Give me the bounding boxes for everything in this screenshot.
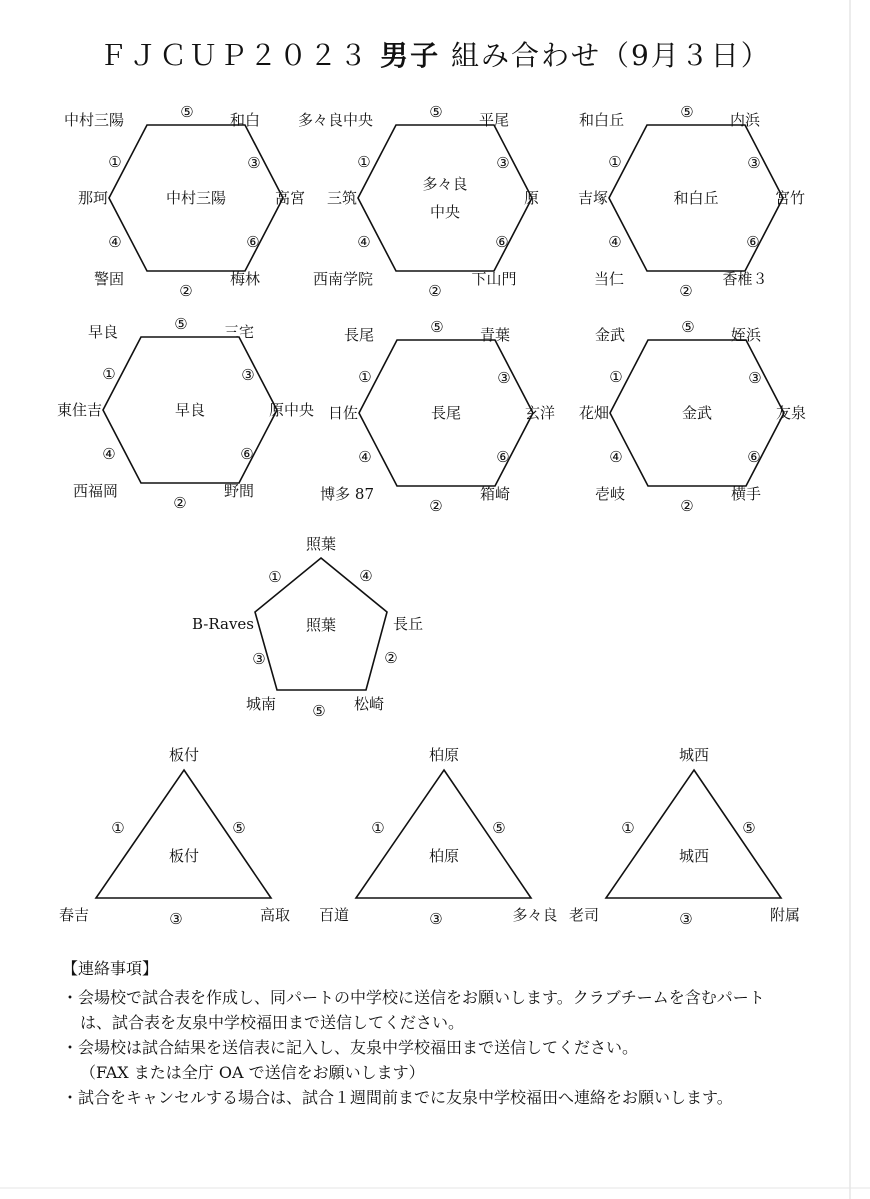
team-label: 那珂 bbox=[77, 189, 108, 207]
group-2 bbox=[298, 103, 539, 300]
group-10 bbox=[569, 746, 800, 928]
team-label: 松崎 bbox=[353, 695, 385, 713]
team-label: 西福岡 bbox=[72, 482, 118, 500]
match-number: ⑤ bbox=[312, 702, 326, 720]
match-number: ② bbox=[384, 649, 398, 667]
match-number: ⑤ bbox=[742, 819, 756, 837]
team-label: 宮竹 bbox=[775, 189, 806, 207]
group-5 bbox=[320, 318, 555, 515]
group-center-label: 長尾 bbox=[430, 404, 462, 422]
match-number: ④ bbox=[608, 233, 622, 251]
team-label: 柏原 bbox=[428, 746, 460, 764]
team-label: 長尾 bbox=[343, 326, 374, 344]
match-number: ① bbox=[621, 819, 635, 837]
team-label: 下山門 bbox=[471, 270, 517, 288]
team-label: 照葉 bbox=[305, 535, 337, 553]
match-number: ③ bbox=[252, 650, 266, 668]
match-number: ⑤ bbox=[492, 819, 506, 837]
team-label: 横手 bbox=[730, 485, 762, 503]
team-label: 博多 87 bbox=[320, 485, 374, 503]
team-label: 友泉 bbox=[776, 404, 807, 422]
match-number: ⑥ bbox=[496, 448, 510, 466]
match-number: ① bbox=[609, 368, 623, 386]
match-number: ③ bbox=[497, 369, 511, 387]
match-number: ① bbox=[111, 819, 125, 837]
group-center-label: 板付 bbox=[168, 847, 200, 865]
match-number: ③ bbox=[247, 154, 261, 172]
match-number: ⑤ bbox=[232, 819, 246, 837]
notes-heading: 【連絡事項】 bbox=[62, 959, 159, 978]
title-suffix: 組み合わせ（9月３日） bbox=[440, 39, 771, 72]
match-number: ⑤ bbox=[681, 318, 695, 336]
match-number: ① bbox=[608, 153, 622, 171]
team-label: 箱崎 bbox=[479, 485, 511, 503]
title-prefix: ＦＪＣＵＰ２０２３ bbox=[99, 39, 381, 72]
note-line-2: は、試合表を友泉中学校福田まで送信してください。 bbox=[80, 1013, 465, 1032]
match-number: ⑤ bbox=[180, 103, 194, 121]
match-number: ⑤ bbox=[430, 318, 444, 336]
team-label: 壱岐 bbox=[594, 485, 625, 503]
match-number: ③ bbox=[679, 910, 693, 928]
team-label: 高宮 bbox=[275, 189, 306, 207]
match-number: ① bbox=[108, 153, 122, 171]
group-3 bbox=[578, 103, 805, 300]
match-number: ② bbox=[173, 494, 187, 512]
team-label: 花畑 bbox=[578, 404, 609, 422]
match-number: ⑤ bbox=[429, 103, 443, 121]
group-center-label: 金武 bbox=[681, 404, 713, 422]
match-number: ⑥ bbox=[246, 233, 260, 251]
team-label: 金武 bbox=[594, 326, 625, 344]
group-center-label: 城西 bbox=[678, 847, 710, 865]
group-4 bbox=[57, 315, 314, 512]
team-label: 城南 bbox=[245, 695, 277, 713]
note-line-5: ・試合をキャンセルする場合は、試合１週間前までに友泉中学校福田へ連絡をお願いします。 bbox=[62, 1088, 733, 1107]
group-center-label: 早良 bbox=[174, 401, 206, 419]
match-number: ③ bbox=[429, 910, 443, 928]
match-number: ④ bbox=[359, 567, 373, 585]
team-label: 日佐 bbox=[327, 404, 358, 422]
match-number: ③ bbox=[496, 154, 510, 172]
match-number: ① bbox=[357, 153, 371, 171]
team-label: 姪浜 bbox=[730, 326, 762, 344]
group-8 bbox=[59, 746, 290, 928]
team-label: B-Raves bbox=[192, 615, 254, 633]
team-label: 平尾 bbox=[478, 111, 510, 129]
match-number: ⑥ bbox=[746, 233, 760, 251]
match-number: ⑤ bbox=[174, 315, 188, 333]
note-line-4: （FAX または全庁 OA で送信をお願いします） bbox=[80, 1063, 425, 1082]
match-number: ⑥ bbox=[240, 445, 254, 463]
match-number: ② bbox=[429, 497, 443, 515]
team-label: 和白丘 bbox=[578, 111, 624, 129]
team-label: 板付 bbox=[168, 746, 200, 764]
team-label: 西南学院 bbox=[312, 270, 373, 288]
team-label: 梅林 bbox=[229, 270, 261, 288]
team-label: 和白 bbox=[229, 111, 261, 129]
match-number: ③ bbox=[241, 366, 255, 384]
team-label: 内浜 bbox=[729, 111, 761, 129]
group-7 bbox=[192, 535, 423, 720]
team-label: 当仁 bbox=[593, 270, 624, 288]
match-number: ② bbox=[179, 282, 193, 300]
match-number: ② bbox=[680, 497, 694, 515]
team-label: 高取 bbox=[259, 906, 291, 924]
team-label: 城西 bbox=[678, 746, 710, 764]
team-label: 原中央 bbox=[269, 401, 315, 419]
match-number: ① bbox=[268, 568, 282, 586]
group-center-label: 和白丘 bbox=[673, 189, 719, 207]
match-number: ① bbox=[102, 365, 116, 383]
match-number: ⑥ bbox=[495, 233, 509, 251]
team-label: 青葉 bbox=[479, 326, 511, 344]
team-label: 吉塚 bbox=[577, 189, 608, 207]
note-line-3: ・会場校は試合結果を送信表に記入し、友泉中学校福田まで送信してください。 bbox=[62, 1038, 639, 1057]
note-line-1: ・会場校で試合表を作成し、同パートの中学校に送信をお願いします。クラブチームを含むパート bbox=[62, 988, 765, 1007]
team-label: 三筑 bbox=[326, 189, 357, 207]
match-number: ③ bbox=[169, 910, 183, 928]
team-label: 野間 bbox=[223, 482, 255, 500]
group-center-label: 柏原 bbox=[428, 847, 460, 865]
group-1 bbox=[64, 103, 305, 300]
match-number: ③ bbox=[747, 154, 761, 172]
match-number: ③ bbox=[748, 369, 762, 387]
team-label: 中村三陽 bbox=[63, 111, 124, 129]
match-number: ④ bbox=[102, 445, 116, 463]
match-number: ① bbox=[358, 368, 372, 386]
match-number: ② bbox=[428, 282, 442, 300]
team-label: 原 bbox=[524, 189, 540, 207]
match-number: ① bbox=[371, 819, 385, 837]
group-center-label: 中央 bbox=[429, 203, 461, 221]
notes-section bbox=[62, 956, 852, 1110]
title-bold: 男子 bbox=[380, 39, 441, 72]
group-9 bbox=[319, 746, 558, 928]
match-number: ⑥ bbox=[747, 448, 761, 466]
group-6 bbox=[579, 318, 806, 515]
team-label: 警固 bbox=[93, 270, 124, 288]
match-number: ④ bbox=[358, 448, 372, 466]
group-center-label: 照葉 bbox=[305, 616, 337, 634]
team-label: 三宅 bbox=[223, 323, 255, 341]
team-label: 早良 bbox=[87, 323, 118, 341]
team-label: 多々良 bbox=[512, 906, 558, 924]
match-number: ② bbox=[679, 282, 693, 300]
team-label: 附属 bbox=[769, 906, 801, 924]
team-label: 長丘 bbox=[393, 615, 424, 633]
team-label: 春吉 bbox=[58, 906, 90, 924]
match-number: ④ bbox=[108, 233, 122, 251]
team-label: 香椎３ bbox=[722, 270, 768, 288]
group-center-label: 多々良 bbox=[422, 175, 468, 193]
team-label: 玄洋 bbox=[525, 404, 556, 422]
team-label: 東住吉 bbox=[56, 401, 102, 419]
match-number: ④ bbox=[609, 448, 623, 466]
match-number: ⑤ bbox=[680, 103, 694, 121]
match-number: ④ bbox=[357, 233, 371, 251]
team-label: 老司 bbox=[568, 906, 600, 924]
team-label: 百道 bbox=[318, 906, 350, 924]
team-label: 多々良中央 bbox=[297, 111, 373, 129]
group-center-label: 中村三陽 bbox=[165, 189, 227, 207]
